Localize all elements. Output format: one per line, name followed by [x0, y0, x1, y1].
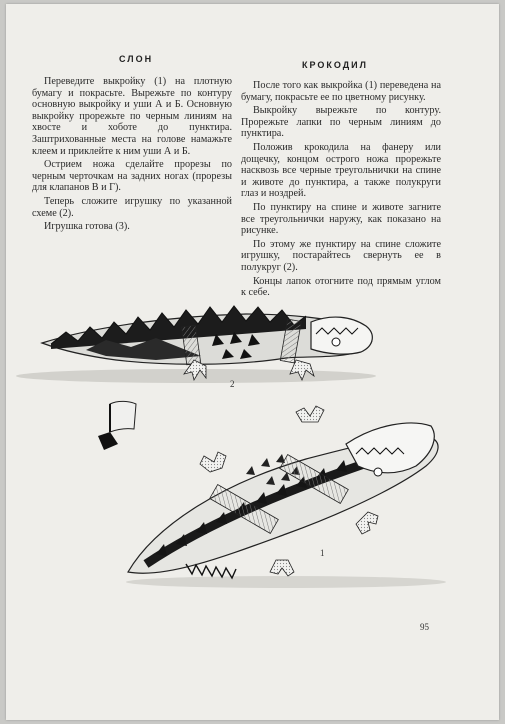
right-paragraph-3: Положив крокодила на фанеру или дощечку, концом острого ножа прорежьте насквозь все черные треугольнички на спине и животе до пунктира, а также полукруги глаз и ноздрей. [241, 141, 441, 200]
crocodile-assembled-figure [16, 306, 376, 383]
right-paragraph-5: По этому же пунктиру на спине сложите игрушку, постарайтесь свернуть ее в полукруг (2). [241, 238, 441, 273]
right-paragraph-4: По пунктиру на спине и животе загните все треугольнички наружу, как показано на рисунке. [241, 201, 441, 237]
page-number: 95 [420, 622, 429, 632]
crocodile-pattern-figure [126, 406, 446, 588]
right-paragraph-1: После того как выкройка (1) переведена на бумагу, покрасьте ее по цветному рисунку. [241, 80, 441, 103]
left-paragraph-3: Теперь сложите игрушку по указанной схеме (2). [32, 195, 232, 219]
right-paragraph-6: Концы лапок отогните под прямым углом к себе. [241, 275, 441, 299]
figure-label-2: 2 [230, 379, 235, 389]
crocodile-illustrations [6, 4, 499, 720]
right-paragraph-2: Выкройку вырежьте по контуру. Прорежьте лапки по черным линиям до пунктира. [241, 105, 441, 140]
folded-piece-figure [98, 401, 136, 450]
left-title: СЛОН [119, 54, 154, 64]
figure-label-1: 1 [320, 548, 325, 558]
book-page [6, 4, 499, 720]
right-title: КРОКОДИЛ [302, 60, 368, 70]
left-paragraph-2: Острием ножа сделайте прорезы по черным черточкам на задних ногах (прорезы для клапанов В и Г). [32, 159, 232, 194]
left-paragraph-1: Переведите выкройку (1) на плотную бумагу и покрасьте. Вырежьте по контуру основную выкройку и уши А и Б. Основную выкройку прорежьте по черным линиям на хвосте и хоботе до пунктира. Заштрихованные места на голове намажьте клеем и приклейте к ним уши А и Б. [32, 76, 232, 157]
left-paragraph-4: Игрушка готова (3). [44, 221, 130, 233]
